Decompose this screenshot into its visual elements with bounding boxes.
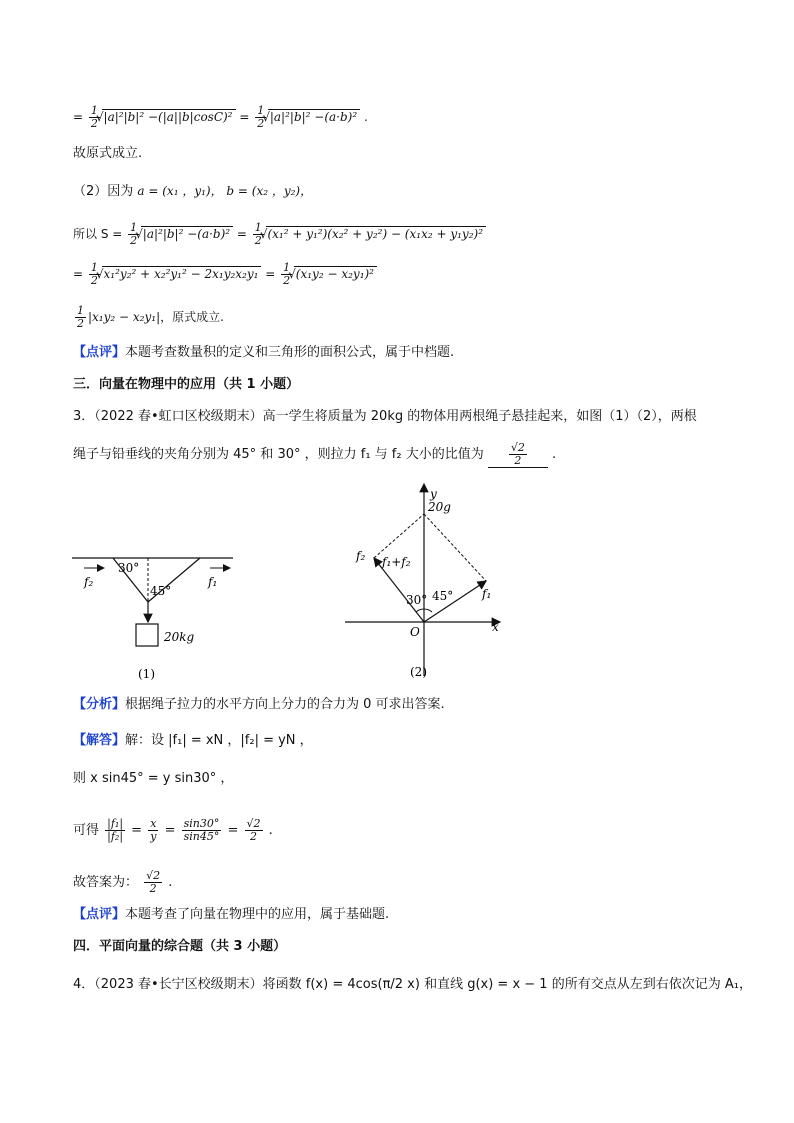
x-label: x	[492, 620, 499, 634]
fraction-denominator: 2	[283, 274, 291, 287]
half-fraction	[75, 305, 86, 330]
period: .	[547, 447, 557, 462]
angle-30-label: 30°	[118, 561, 140, 575]
figure-1	[70, 540, 240, 685]
question-3-line-2	[73, 442, 556, 468]
fraction-numerator: x	[150, 817, 157, 830]
sin-fraction	[182, 818, 222, 843]
figure-2-caption: (2)	[410, 665, 427, 679]
angle-45-label: 45°	[432, 589, 454, 603]
eq-sign: =	[73, 267, 87, 281]
fraction-denominator: sin45°	[183, 830, 220, 843]
answer-fraction	[509, 442, 527, 467]
answer-blank	[488, 442, 548, 468]
angle-45-label: 45°	[150, 584, 172, 598]
sum-label: f₁+f₂	[382, 555, 411, 569]
result-fraction	[245, 818, 263, 843]
part2-vectors: a = (x₁ ，y₁)， b = (x₂ ，y₂)，	[137, 184, 313, 198]
fraction-numerator: 1	[254, 221, 262, 234]
figure-1-caption: (1)	[138, 667, 155, 681]
eq-sign: =	[223, 823, 243, 838]
f2-label: f₂	[356, 549, 366, 563]
fraction-numerator: 1	[257, 104, 265, 117]
fraction-numerator: 1	[130, 221, 138, 234]
comment-tag: 【点评】	[73, 345, 126, 360]
solution-prefix: 可得	[73, 823, 104, 838]
fraction-numerator: √2	[510, 441, 525, 454]
xy-fraction	[148, 818, 158, 843]
solution-line-3	[73, 818, 273, 843]
sqrt-expression: √ |a|²|b|² −(|a||b|cosC)²	[102, 109, 236, 124]
fraction-numerator: √2	[146, 869, 161, 882]
part2-line	[73, 182, 312, 201]
solution-line-1	[73, 105, 368, 130]
sqrt-expression: √ |a|²|b|² −(a·b)²	[268, 109, 360, 124]
period: .	[164, 875, 173, 890]
part2-prefix: （2）因为	[73, 184, 138, 199]
f1-label: f₁	[482, 587, 492, 601]
solution-text: 解：设 |f₁| = xN ，|f₂| = yN ，	[125, 733, 313, 748]
comment-text: 本题考查数量积的定义和三角形的面积公式，属于中档题.	[125, 345, 455, 360]
section-3-title: 三．向量在物理中的应用（共 1 小题）	[73, 377, 300, 392]
fraction-denominator: 2	[250, 830, 258, 843]
fraction-denominator: 2	[149, 882, 157, 895]
fraction-numerator: sin30°	[183, 817, 220, 830]
area-formula-line	[73, 222, 486, 247]
solution-tag: 【解答】	[73, 733, 126, 748]
origin-label: O	[410, 625, 420, 639]
fraction-denominator: 2	[90, 117, 98, 130]
answer-fraction	[144, 870, 162, 895]
figure-2	[340, 478, 510, 685]
dashed-left	[374, 514, 424, 558]
conclusion-text: 故原式成立.	[73, 146, 143, 161]
eq-sign: =	[160, 823, 180, 838]
analysis	[73, 696, 445, 714]
solution-line-1	[73, 732, 313, 750]
result-tail: ，原式成立.	[160, 310, 224, 324]
fraction-denominator: 2	[514, 454, 522, 467]
question-3-line-1: 3．（2022 春•虹口区校级期末）高一学生将质量为 20kg 的物体用两根绳子悬挂起来，如图（1）（2），两根	[73, 409, 697, 424]
solution-line-2: 则 x sin45° = y sin30° ，	[73, 771, 234, 786]
period: .	[264, 823, 273, 838]
fraction-denominator: |f₂|	[107, 830, 124, 843]
mass-box	[136, 624, 158, 646]
fraction-numerator: 1	[283, 261, 291, 274]
fraction-denominator: y	[150, 830, 157, 843]
so-prefix: 所以 S =	[73, 227, 127, 241]
dashed-right	[424, 514, 486, 581]
fraction-numerator: 1	[90, 261, 98, 274]
comment-tag: 【点评】	[73, 907, 126, 922]
analysis-text: 根据绳子拉力的水平方向上分力的合力为 0 可求出答案.	[125, 697, 445, 712]
angle-30-label: 30°	[406, 593, 428, 607]
eq-sign: =	[233, 227, 251, 241]
result-line	[73, 305, 224, 330]
fraction-denominator: 2	[77, 317, 84, 330]
eq-sign: =	[261, 267, 280, 281]
comment-2	[73, 344, 454, 362]
sqrt-expression: √ (x₁² + y₁²)(x₂² + y₂²) − (x₁x₂ + y₁y₂)²	[266, 226, 486, 241]
expand-line	[73, 262, 377, 287]
eq-sign: =	[235, 110, 254, 124]
abs-expression: |x₁y₂ − x₂y₁|	[88, 310, 161, 324]
analysis-tag: 【分析】	[73, 697, 126, 712]
fraction-denominator: 2	[90, 274, 98, 287]
eq-sign: =	[127, 823, 147, 838]
fraction-numerator: 1	[90, 104, 98, 117]
period: .	[360, 110, 368, 124]
answer-line	[73, 870, 172, 895]
eq-sign: =	[73, 110, 87, 124]
weight-label: 20g	[428, 500, 451, 514]
question-3-text: 绳子与铅垂线的夹角分别为 45° 和 30° ，则拉力 f₁ 与 f₂ 大小的比值为	[73, 447, 488, 462]
sqrt-expression: √ x₁²y₂² + x₂²y₁² − 2x₁y₂x₂y₁	[102, 266, 262, 281]
fraction-numerator: 1	[77, 304, 84, 317]
fraction-numerator: √2	[246, 817, 261, 830]
sqrt-expression: √ (x₁y₂ − x₂y₁)²	[294, 266, 377, 281]
answer-prefix: 故答案为：	[73, 875, 143, 890]
sqrt-expression: √ |a|²|b|² −(a·b)²	[141, 226, 233, 241]
f1-label: f₁	[208, 575, 218, 589]
comment-text: 本题考查了向量在物理中的应用，属于基础题.	[125, 907, 390, 922]
section-4-title: 四．平面向量的综合题（共 3 小题）	[73, 939, 287, 954]
fraction-denominator: 2	[257, 117, 265, 130]
question-4-line-1: 4．（2023 春•长宁区校级期末）将函数 f(x) = 4cos(π/2 x) 和直线 g(x) = x − 1 的所有交点从左到右依次记为 A₁，	[73, 977, 752, 992]
comment-3	[73, 906, 389, 924]
y-label: y	[430, 487, 437, 501]
f2-label: f₂	[84, 575, 94, 589]
fraction-denominator: 2	[254, 234, 262, 247]
fraction-numerator: |f₁|	[107, 817, 124, 830]
fraction-denominator: 2	[130, 234, 138, 247]
mass-label: 20kg	[164, 630, 195, 644]
ratio-fraction	[105, 818, 125, 843]
